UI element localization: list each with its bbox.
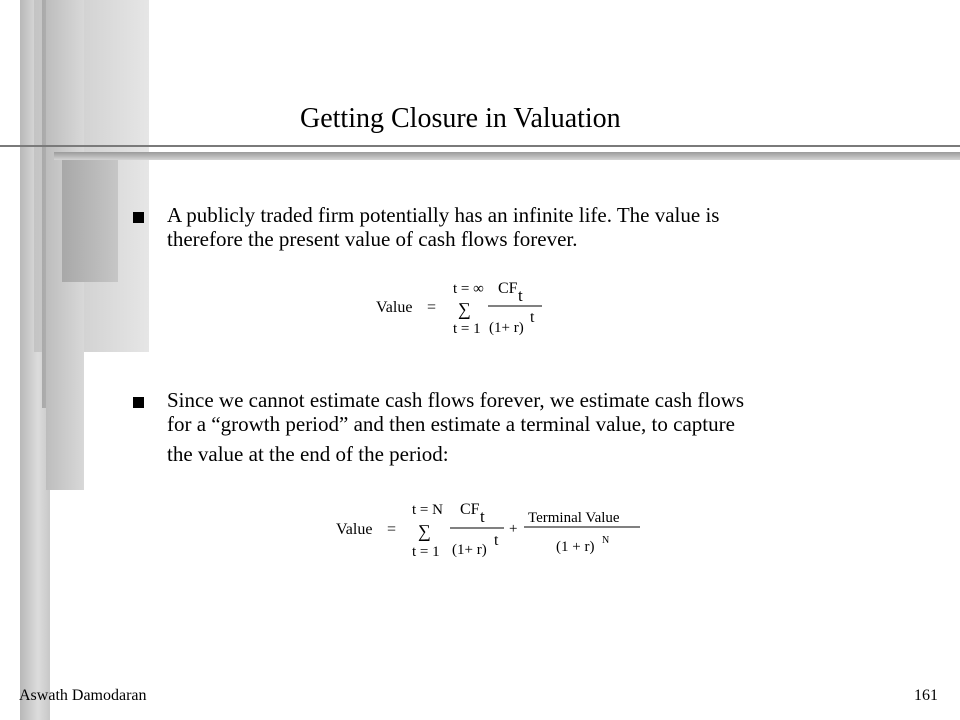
numerator: CF	[498, 280, 518, 297]
formula-lhs: Value	[376, 299, 413, 316]
bullet-text-2	[167, 388, 927, 466]
terminal-value-denominator: (1 + r)	[556, 539, 595, 555]
denominator-exponent: t	[530, 309, 535, 326]
formula-equals: =	[427, 299, 437, 316]
terminal-value-exponent: N	[602, 535, 610, 546]
footer-author: Aswath Damodaran	[19, 687, 147, 704]
bullet-line: A publicly traded firm potentially has an infinite life. The value is	[167, 203, 720, 227]
sum-lower-limit: t = 1	[453, 321, 481, 337]
bullet-marker	[133, 212, 144, 223]
numerator-subscript: t	[518, 286, 523, 305]
decorative-bar	[62, 160, 118, 282]
denominator: (1+ r)	[489, 320, 524, 336]
bullet-line: the value at the end of the period:	[167, 442, 449, 466]
plus-sign: +	[509, 521, 518, 537]
formula-lhs: Value	[336, 521, 373, 538]
sigma-symbol: ∑	[458, 299, 471, 319]
terminal-value-numerator: Terminal Value	[528, 510, 620, 526]
sum-upper-limit: t = ∞	[453, 281, 484, 297]
numerator-subscript: t	[480, 507, 485, 526]
title-rule-shadow	[54, 152, 960, 160]
denominator-exponent: t	[494, 532, 499, 549]
title-rule	[0, 145, 960, 147]
formula-equals: =	[387, 521, 397, 538]
formula-terminal-value	[330, 495, 660, 570]
bullet-text-1	[167, 203, 927, 251]
bullet-line: therefore the present value of cash flows forever.	[167, 227, 578, 251]
sum-upper-limit: t = N	[412, 502, 443, 518]
sigma-symbol: ∑	[418, 521, 431, 541]
formula-infinite-pv	[370, 275, 570, 345]
bullet-line: Since we cannot estimate cash flows forever, we estimate cash flows	[167, 388, 745, 412]
page-number: 161	[914, 687, 938, 704]
slide-title: Getting Closure in Valuation	[300, 103, 621, 134]
numerator: CF	[460, 501, 480, 518]
bullet-marker	[133, 397, 144, 408]
sum-lower-limit: t = 1	[412, 544, 440, 560]
bullet-line: for a “growth period” and then estimate a terminal value, to capture	[167, 412, 735, 436]
denominator: (1+ r)	[452, 542, 487, 558]
